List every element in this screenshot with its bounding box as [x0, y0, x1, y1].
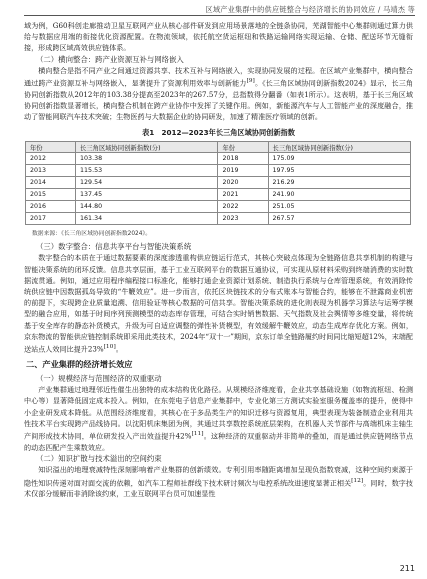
paragraph: 知识溢出的地理衰减特性深刻影响着产业集群的创新绩效。专利引用率随距离增加呈现负指数衰减，这种空间约束源于隐性知识传递对面对面交流的依赖，如汽车工程师社群线下技术研讨频次与电控系统改进速度显著正相关[12]。同时，数字技术仅部分缓解而非消除该约束，工业互联网平台员可加速显性 — [24, 465, 413, 499]
table-row — [26, 177, 411, 189]
paragraph: 横向整合是指不同产业之间通过资源共享、技术互补与网络嵌入，实现协同发展的过程。在区域产业集群中，横向整合通过跨产业资源互补与网络嵌入，显著提升了资源利用效率与创新能力[9]。《长三角区域协同创新指数2024》显示，长三角协同创新指数从2012年的103.38分提高至2023年的267.57分，总指数得分翻番（如表1所示）。这表明，基于长三角区域协同创新指数显著增长，横向整合机制在跨产业协作中发挥了关键作用。例如，新能源汽车与人工智能产业的深度融合，推动了智能网联汽车技术突破；生物医药与大数据企业的协同研发，加速了精准医疗领域的创新。 — [24, 66, 413, 122]
column-header: 年份 — [26, 141, 76, 153]
table-cell: 2014 — [26, 177, 76, 189]
subsection-heading: （二）横向整合：跨产业资源互补与网络嵌入 — [36, 54, 184, 64]
page-content — [24, 20, 413, 499]
table-row — [26, 212, 411, 224]
table-cell: 216.29 — [268, 177, 410, 189]
paragraph: 产业集群通过地理邻近性催生出独特的成本结构优化路径。从规模经济维度看，企业共享基础设施（如物流枢纽、检测中心等）显著降低固定成本投入。例如，在东莞电子信息产业集群中，专业化第三方测试实验室服务覆盖率的提升，使得中小企业研发成本降低。从范围经济维度看，其核心在于多品类生产的知识迁移与资源复用，典型表现为装备制造企业利用共性技术平台实现跨产品线协同。以沈阳机床集团为例，其通过共享数控系统底层架构，在机器人关节部件与高端机床主轴生产间形成技术协同，单位研发投入产出效益提升42%[11]。这种经济的双重驱动并非简单的叠加，而是通过供应链网络节点的动态匹配产生乘数效应。 — [24, 385, 413, 452]
table-header-row — [26, 141, 411, 153]
paragraph: 域为例，G60科创走廊推动卫星互联网产业从核心部件研发到应用场景落地的全链条协同，芜湖智能中心集群则通过算力供给与数据应用端的衔接优化资源配置。在物流领域，依托航空货运枢纽和铁路运输网络实现运输、仓储、配送环节无缝衔接，形成跨区域高效供应链体系。 — [24, 21, 413, 53]
table-row — [26, 165, 411, 177]
table-cell: 251.05 — [268, 201, 410, 213]
subsection-heading: （一）规模经济与范围经济的双重驱动 — [36, 373, 162, 383]
table-cell: 2016 — [26, 201, 76, 213]
table-cell: 2012 — [26, 153, 76, 165]
table-note: 数据来源：《长三角区域协同创新指数2024》。 — [32, 230, 152, 237]
table-row — [26, 189, 411, 201]
table-cell: 2023 — [218, 212, 268, 224]
paragraph: 数字整合的本质在于通过数据要素的深度渗透重构供应链运行范式，其核心突破点体现为全链路信息共享机制的构建与智能决策系统的闭环反馈。信息共享层面，基于工业互联网平台的数据互通协议，可实现从原材料采购到终端消费的实时数据流贯通。例如，通过应用程序编程接口标准化，能够打通企业资源计划系统、制造执行系统与仓库管理系统，有效消除传统供应链中因数据孤岛导致的“牛鞭效应”。进一步而言，依托区块链技术的分布式账本与智能合约，能够在不泄露商业机密的前提下，实现跨企业质量追溯、信用验证等核心数据的可信共享。智能决策系统的进化则表现为机器学习算法与运筹学模型的融合应用，如基于时间序列预测模型的动态库存管理，可结合实时销售数据、天气指数及社会舆情等多维变量，将传统基于安全库存的静态补货模式，升级为可自适应调整的弹性补货模型，有效缓解牛鞭效应，动态生成库存优化方案。例如，京东物流的智能供应链控制系统即采用此类技术，2024年“双十一”期间，京东订单全链路履约时间同比缩短超12%，末端配送站点人效同比提升23%[10]。 — [24, 253, 413, 354]
table-cell: 2020 — [218, 177, 268, 189]
subsection-heading: （二）知识扩散与技术溢出的空间约束 — [36, 453, 162, 463]
table-cell: 2019 — [218, 165, 268, 177]
table-cell: 161.34 — [76, 212, 218, 224]
page-number: 211 — [399, 564, 415, 573]
table-row — [26, 153, 411, 165]
table-cell: 2022 — [218, 201, 268, 213]
table-cell: 137.45 — [76, 189, 218, 201]
table-cell: 2017 — [26, 212, 76, 224]
table-cell: 2015 — [26, 189, 76, 201]
table-row — [26, 201, 411, 213]
column-header: 长三角区域协同创新指数(分) — [268, 141, 410, 153]
running-header: 区域产业集群中的供应链整合与经济增长的协同效应 / 马靖杰 等 — [205, 5, 415, 14]
table-cell: 175.09 — [268, 153, 410, 165]
column-header: 年份 — [218, 141, 268, 153]
table-cell: 197.95 — [268, 165, 410, 177]
table-cell: 241.90 — [268, 189, 410, 201]
table-cell: 2013 — [26, 165, 76, 177]
table-cell: 115.53 — [76, 165, 218, 177]
header-rule — [24, 15, 415, 16]
table-cell: 267.57 — [268, 212, 410, 224]
table-cell: 144.80 — [76, 201, 218, 213]
table-cell: 2018 — [218, 153, 268, 165]
table-cell: 103.38 — [76, 153, 218, 165]
column-header: 长三角区域协同创新指数(分) — [76, 141, 218, 153]
table-cell: 129.54 — [76, 177, 218, 189]
section-heading: 二、产业集群的经济增长效应 — [26, 358, 133, 369]
table-caption: 表1 2012—2023年长三角区域协同创新指数 — [142, 127, 295, 137]
data-table — [25, 141, 411, 225]
subsection-heading: （三）数字整合：信息共享平台与智能决策系统 — [36, 241, 192, 251]
table-cell: 2021 — [218, 189, 268, 201]
